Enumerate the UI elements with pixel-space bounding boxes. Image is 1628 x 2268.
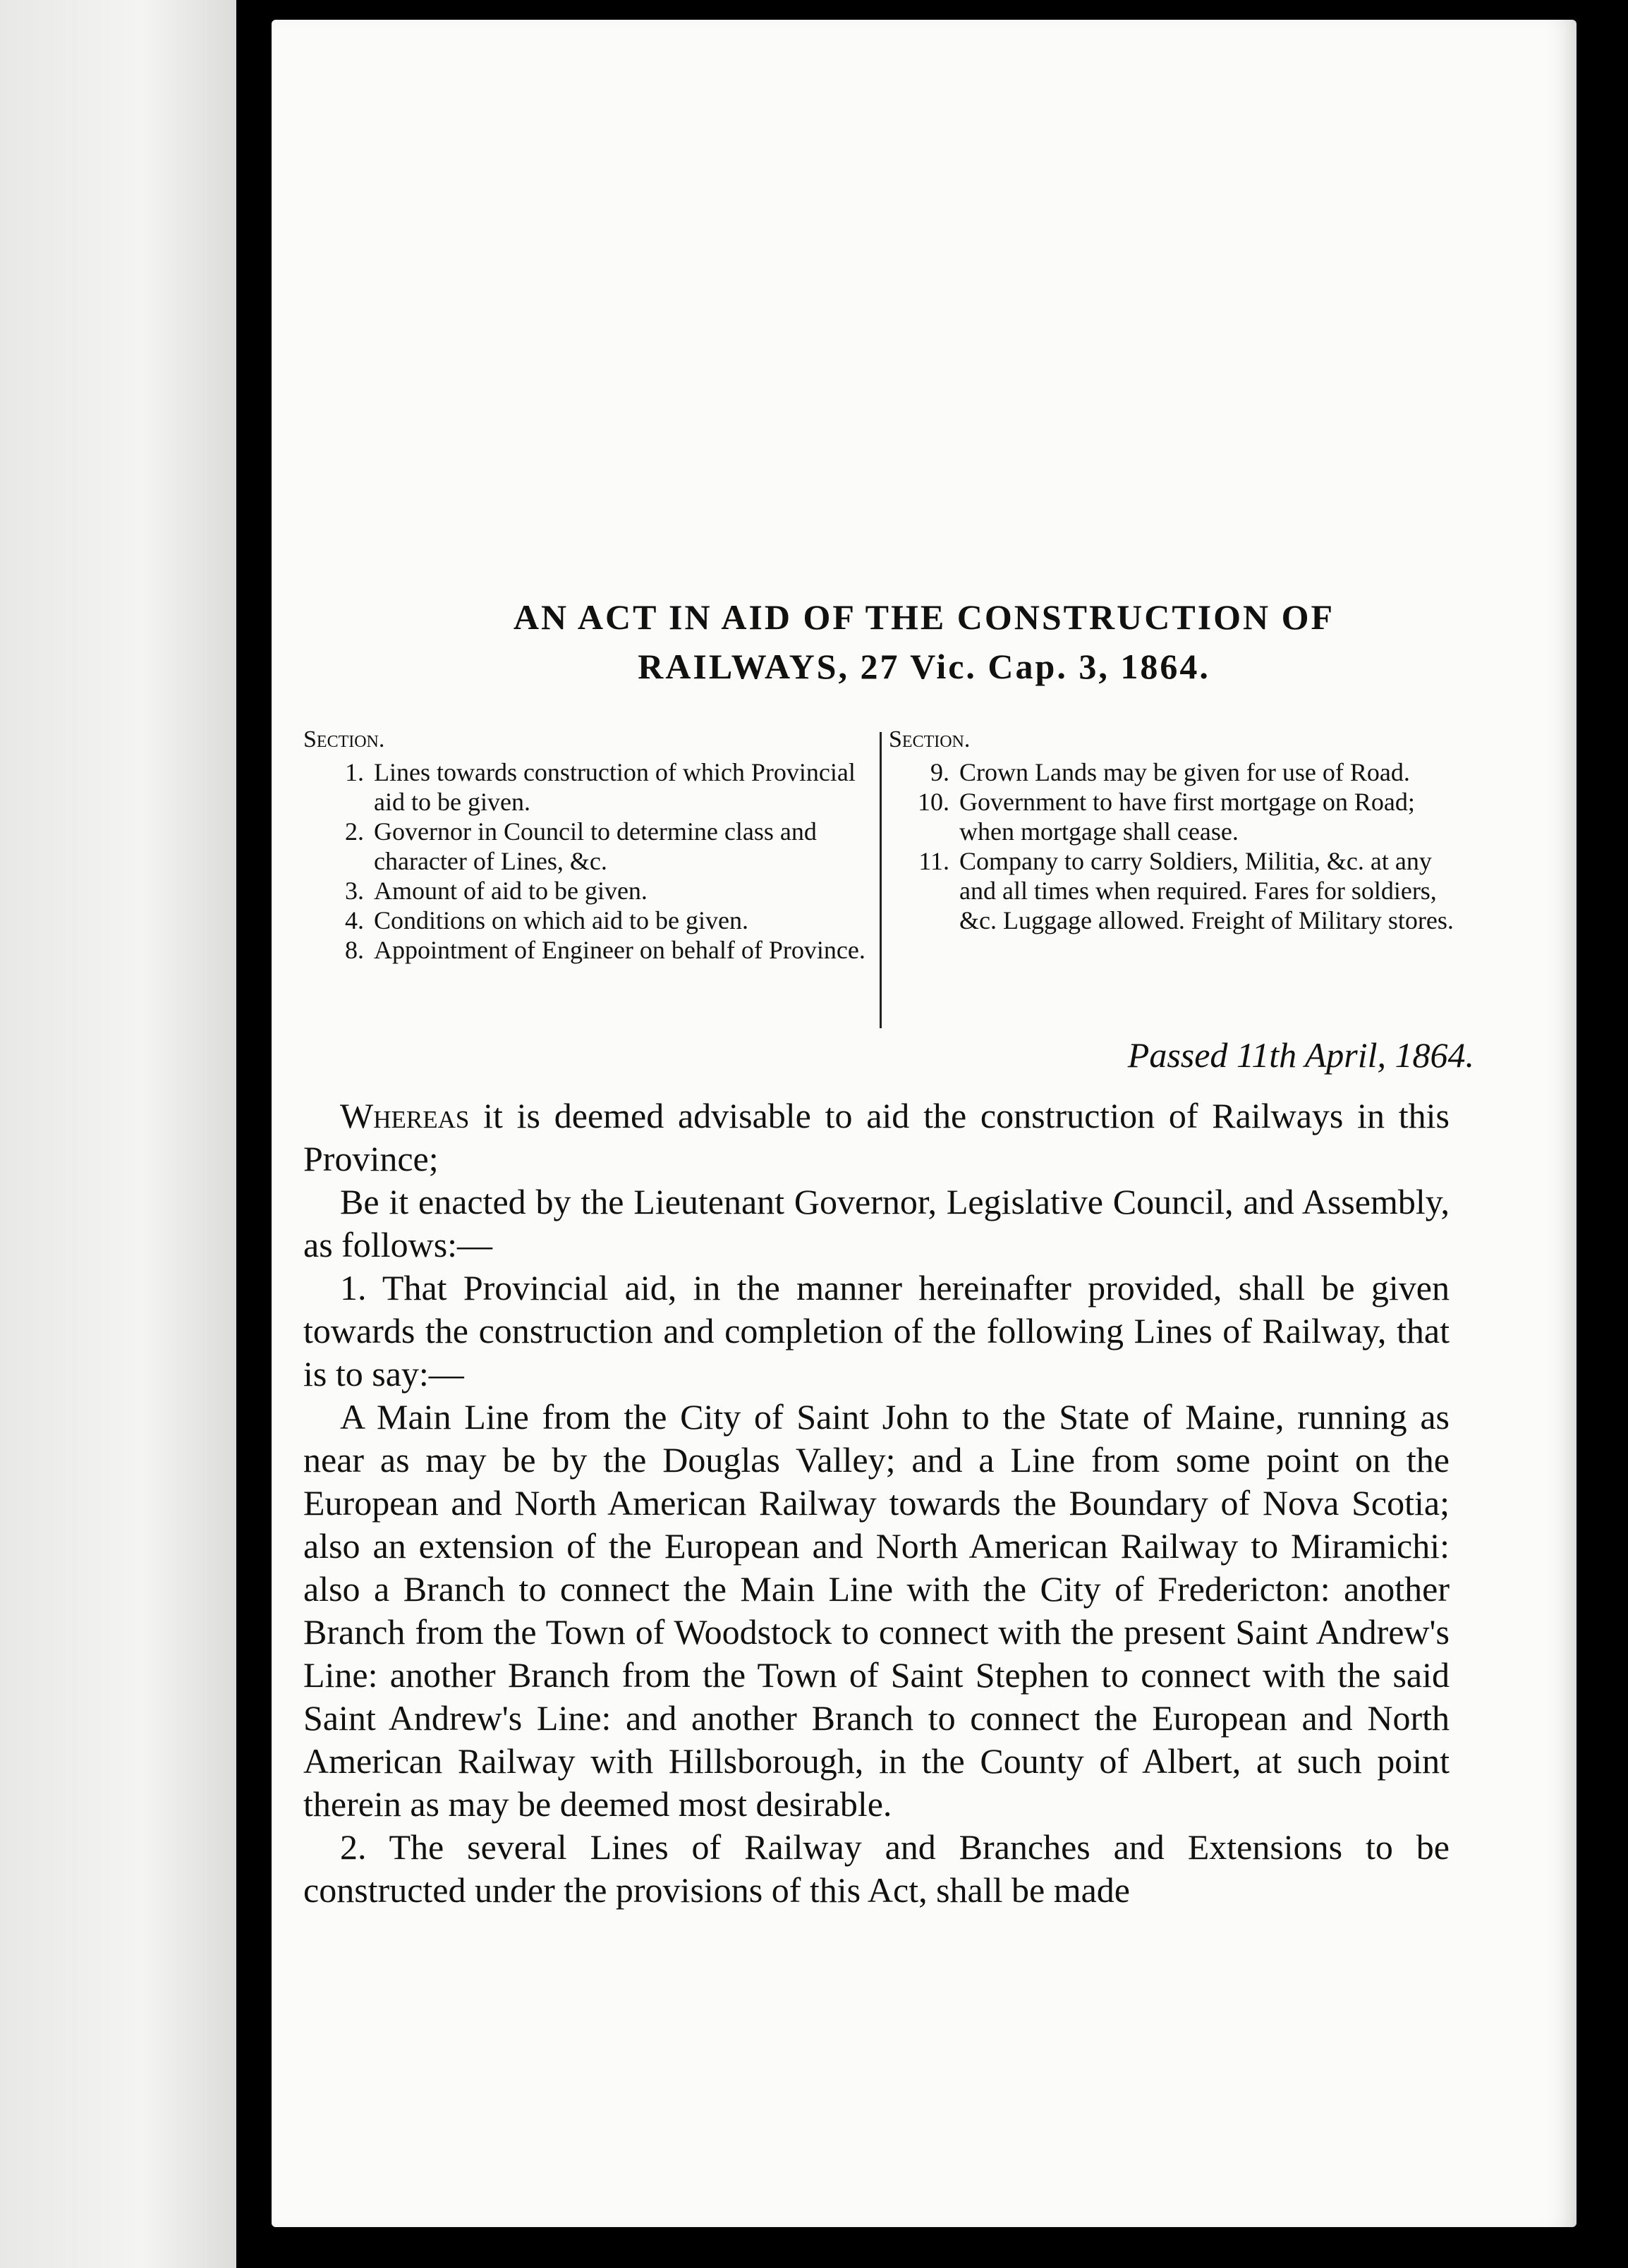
section-index-left xyxy=(303,725,868,965)
section-index-item: 4. Conditions on which aid to be given. xyxy=(345,906,748,934)
whereas-word: Whereas xyxy=(340,1096,470,1135)
passed-date: Passed 11th April, 1864. xyxy=(1127,1035,1474,1075)
section-index-item: 10. Government to have first mortgage on Road; when mortgage shall cease. xyxy=(918,788,1415,846)
enacting-clause: Be it enacted by the Lieutenant Governor, Legislative Council, and Assembly, as follows:— xyxy=(303,1182,1450,1264)
section-index-item: 1. Lines towards construction of which Provincial aid to be given. xyxy=(345,758,856,816)
section-index-item: 9. Crown Lands may be given for use of Road. xyxy=(930,758,1410,786)
section-2-paragraph: 2. The several Lines of Railway and Branches and Extensions to be constructed under the provisions of this Act, shall be made xyxy=(303,1827,1450,1910)
scan-border-right xyxy=(1577,0,1628,2268)
section-index-divider xyxy=(880,732,882,1028)
facing-page-edge xyxy=(0,0,236,2268)
section-index-item: 3. Amount of aid to be given. xyxy=(345,877,648,905)
section-header-right: Section. xyxy=(889,726,971,752)
document-page xyxy=(272,20,1577,2227)
act-body xyxy=(303,1095,1450,1912)
act-title-line-1: AN ACT IN AID OF THE CONSTRUCTION OF xyxy=(513,597,1335,637)
scan-border-bottom xyxy=(272,2227,1628,2268)
section-index-item: 2. Governor in Council to determine class and character of Lines, &c. xyxy=(345,817,817,875)
act-title-line-2: RAILWAYS, 27 Vic. Cap. 3, 1864. xyxy=(638,647,1210,686)
section-index-item: 8. Appointment of Engineer on behalf of Province. xyxy=(345,936,865,964)
section-index-item: 11. Company to carry Soldiers, Militia, &c. at any and all times when required. Fares for soldiers, &c. Luggage allowed. Freight of Military stores. xyxy=(918,847,1454,934)
main-line-paragraph: A Main Line from the City of Saint John to the State of Maine, running as near as may be by the Douglas Valley; and a Line from some point on the European and North American Railway towards the Boundary of Nova Scotia; also an extension of the European and North American Railway to Miramichi: also a Branch to connect the Main Line with the City of Fredericton: another Branch from the Town of Woodstock to connect with the present Saint Andrew's Line: another Branch from the Town of Saint Stephen to connect with the said Saint Andrew's Line: and another Branch to connect the European and North American Railway with Hillsborough, in the County of Albert, at such point therein as may be deemed most desirable. xyxy=(303,1397,1450,1824)
book-gutter xyxy=(236,0,272,2268)
section-header-left: Section. xyxy=(303,726,385,752)
section-1-paragraph: 1. That Provincial aid, in the manner hereinafter provided, shall be given towards the construction and completion of the following Lines of Railway, that is to say:— xyxy=(303,1268,1450,1394)
section-index-right xyxy=(889,725,1474,935)
preamble-paragraph: Whereas it is deemed advisable to aid the construction of Railways in this Province; xyxy=(303,1096,1450,1178)
